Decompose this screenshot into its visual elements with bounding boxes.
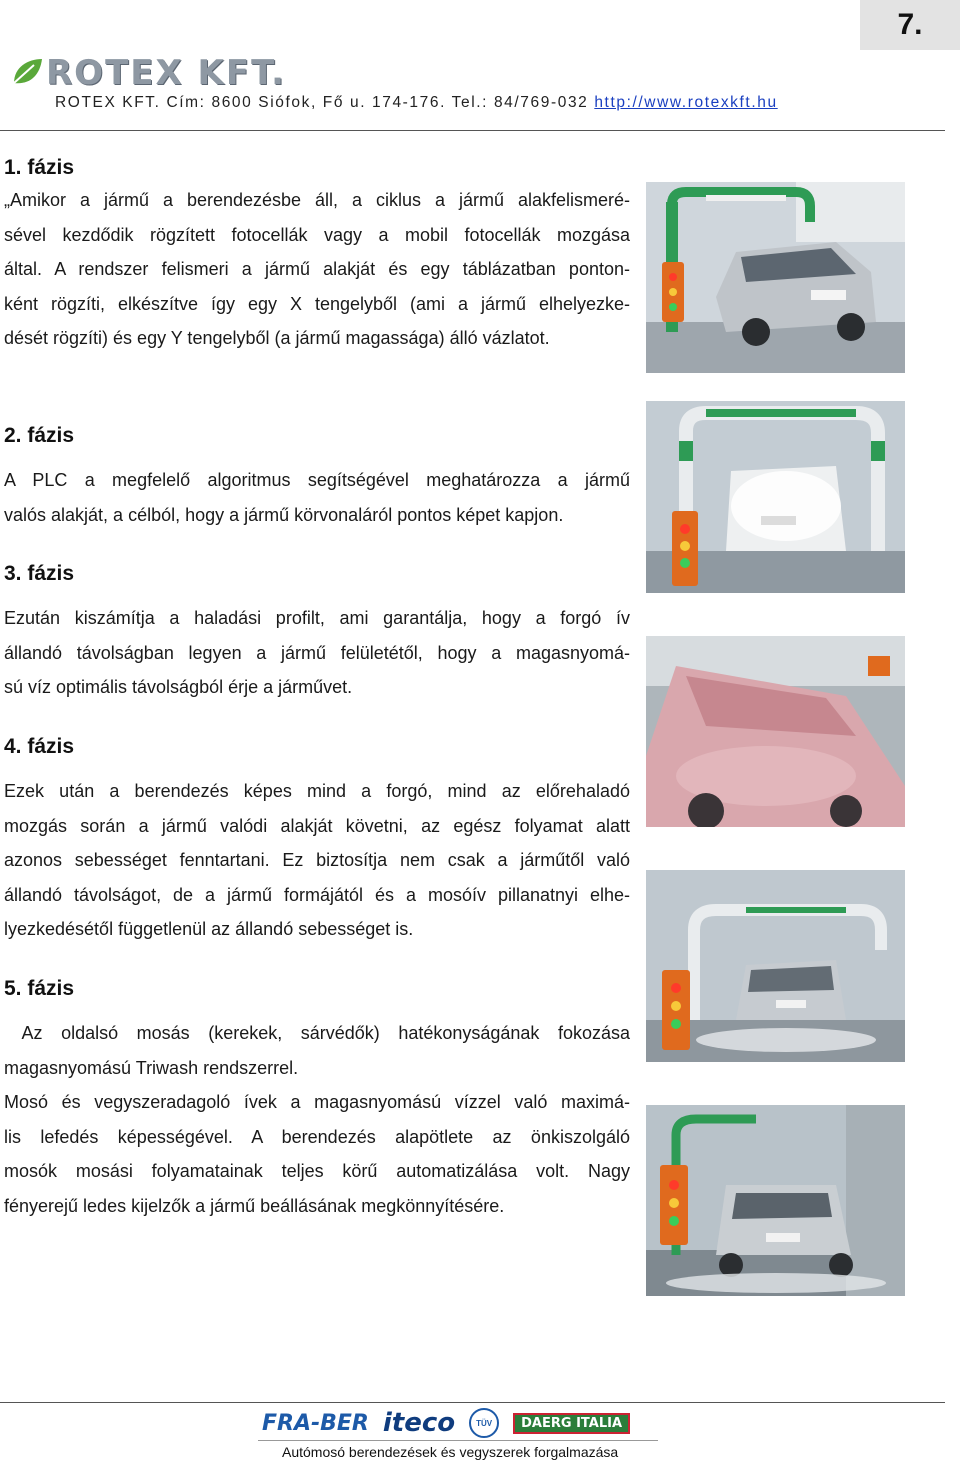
phase-5-line: mosók mosási folyamatainak teljes körű automatizálása volt. Nagy (4, 1161, 630, 1181)
car-wash-photo-5 (646, 1105, 905, 1296)
car-wash-photo-3 (646, 636, 905, 827)
phase-4-heading: 4. fázis (4, 735, 75, 758)
footer-divider (0, 1402, 945, 1403)
leaf-icon (6, 53, 46, 93)
phase-5-line: magasnyomású Triwash rendszerrel. (4, 1057, 299, 1078)
phase-4-line: lyezkedésétől függetlenül az állandó sebességet is. (4, 919, 414, 939)
phase-5-line: lis lefedés képességével. A berendezés alapötlete az önkiszolgáló (4, 1126, 630, 1147)
page-number: 7. (860, 0, 960, 50)
phase-1-heading: 1. fázis (4, 156, 75, 179)
phase-1-line: dését rögzíti) és egy Y tengelyből (a jármű magassága) álló vázlatot. (4, 328, 550, 348)
phase-1-text (4, 183, 630, 356)
phase-2-text (4, 463, 630, 532)
phase-3-heading: 3. fázis (4, 562, 75, 585)
phase-3-line: állandó távolságban legyen a jármű felületétől, hogy a magasnyomá- (4, 642, 630, 663)
company-logo (6, 52, 286, 94)
phase-3-line: sú víz optimális távolságból érje a járművet. (4, 677, 353, 697)
phase-5-line: fényerejű ledes kijelzők a jármű beállásának megkönnyítésére. (4, 1195, 505, 1216)
phase-3-text (4, 601, 630, 705)
phase-3-line: Ezután kiszámítja a haladási profilt, ami garantálja, hogy a forgó ív (4, 608, 630, 628)
phase-5-text (4, 1016, 630, 1223)
tuv-badge-icon: TÜV (469, 1408, 499, 1438)
daerg-logo: DAERG ITALIA (513, 1413, 630, 1434)
phase-4-line: mozgás során a jármű valódi alakját követni, az egész folyamat alatt (4, 815, 630, 836)
phase-4-line: Ezek után a berendezés képes mind a forgó, mind az előrehaladó (4, 781, 630, 801)
header-divider (0, 130, 945, 131)
footer-logo-underline (258, 1440, 658, 1441)
phase-1-line: „Amikor a jármű a berendezésbe áll, a ciklus a jármű alakfelismeré- (4, 190, 630, 210)
car-wash-photo-1 (646, 182, 905, 373)
website-link[interactable]: http://www.rotexkft.hu (594, 94, 778, 111)
car-wash-photo-4 (646, 870, 905, 1062)
phase-1-line: által. A rendszer felismeri a jármű alakját és egy táblázatban ponton- (4, 259, 630, 279)
header-address (55, 94, 778, 112)
phase-4-line: állandó távolságot, de a jármű formájától és a mosóív pillanatnyi elhe- (4, 884, 630, 905)
phase-1-line: sével kezdődik rögzített fotocellák vagy a mobil fotocellák mozgása (4, 224, 630, 245)
phase-1-line: ként rögzíti, elkészítve így egy X tengelyből (ami a jármű elhelyezke- (4, 293, 630, 314)
phase-2-line: valós alakját, a célból, hogy a jármű körvonaláról pontos képet kapjon. (4, 504, 564, 525)
iteco-logo: iteco (382, 1408, 456, 1438)
address-text: ROTEX KFT. Cím: 8600 Siófok, Fő u. 174-176. Tel.: 84/769-032 (55, 94, 589, 111)
phase-5-line: Mosó és vegyszeradagoló ívek a magasnyomású vízzel való maximá- (4, 1092, 630, 1112)
logo-text: ROTEX KFT. (46, 53, 287, 93)
phase-2-heading: 2. fázis (4, 424, 75, 447)
phase-4-line: azonos sebességet fenntartani. Ez biztosítja nem csak a járműtől való (4, 850, 630, 870)
phase-5-heading: 5. fázis (4, 977, 75, 1000)
fraber-logo: FRA-BER (262, 1410, 369, 1436)
footer-caption: Autómosó berendezések és vegyszerek forgalmazása (282, 1444, 619, 1460)
phase-4-text (4, 774, 630, 947)
phase-5-line: Az oldalsó mosás (kerekek, sárvédők) hatékonyságának fokozása (4, 1023, 630, 1043)
phase-2-line: A PLC a megfelelő algoritmus segítségével meghatározza a jármű (4, 470, 630, 490)
car-wash-photo-2 (646, 401, 905, 593)
footer-logos (262, 1408, 630, 1438)
